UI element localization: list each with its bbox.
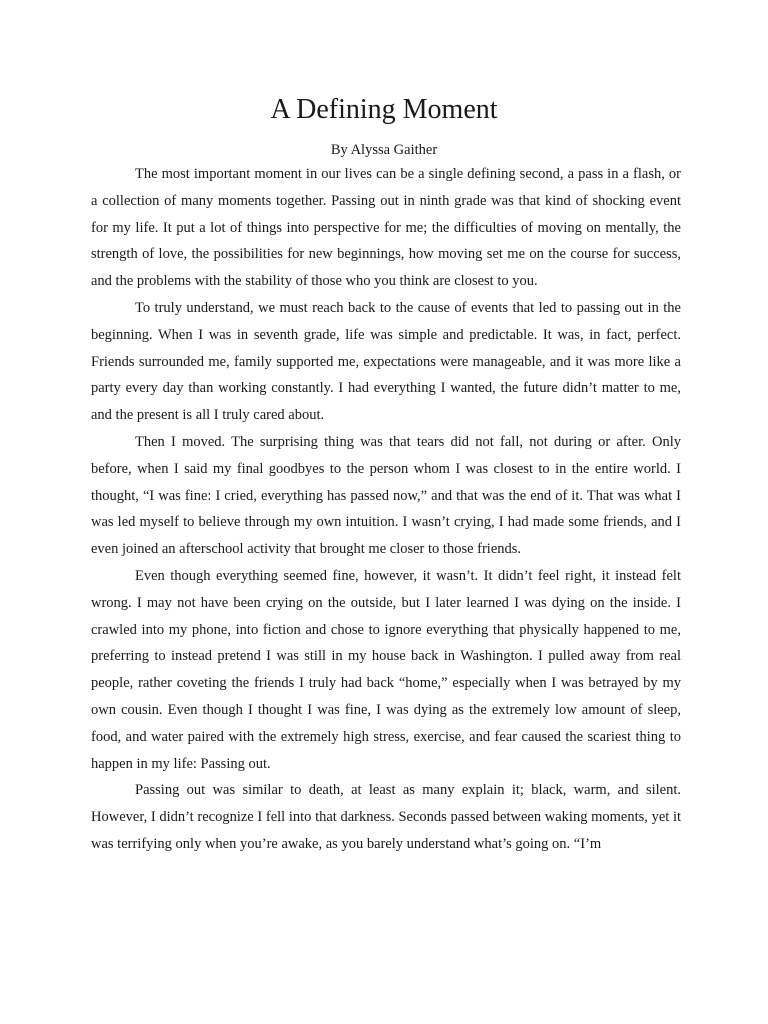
document-byline: By Alyssa Gaither <box>330 142 438 158</box>
document-title: A Defining Moment <box>270 94 498 125</box>
paragraph: Even though everything seemed fine, however, it wasn’t. It didn’t feel right, it instead felt wrong. I may not have been crying on the outside, but I later learned I was dying on the inside. I crawled into my phone, into fiction and chose to ignore everything that physically happened to me, preferring to instead pretend I was still in my house back in Washington. I pulled away from real people, rather coveting the friends I truly had back “home,” especially when I was betrayed by my own cousin. Even though I thought I was fine, I was dying as the extremely low amount of sleep, food, and water paired with the extremely high stress, exercise, and fear caused the scariest thing to happen in my life: Passing out. <box>91 567 681 772</box>
paragraph: To truly understand, we must reach back to the cause of events that led to passing out in the beginning. When I was in seventh grade, life was simple and predictable. It was, in fact, perfect. Friends surrounded me, family supported me, expectations were manageable, and it was more like a party every day than working constantly. I had everything I wanted, the future didn’t matter to me, and the present is all I truly cared about. <box>91 299 681 424</box>
paragraph: Then I moved. The surprising thing was that tears did not fall, not during or after. Only before, when I said my final goodbyes to the person whom I was closest to in the entire world. I thought, “I was fine: I cried, everything has passed now,” and that was the end of it. That was what I was led myself to believe through my own intuition. I wasn’t crying, I had made some friends, and I even joined an afterschool activity that brought me closer to those friends. <box>91 433 681 558</box>
paragraph: Passing out was similar to death, at least as many explain it; black, warm, and silent. However, I didn’t recognize I fell into that darkness. Seconds passed between waking moments, yet it was terrifying only when you’re awake, as you barely understand what’s going on. “I’m <box>91 782 681 852</box>
document-body <box>91 161 681 858</box>
paragraph: The most important moment in our lives can be a single defining second, a pass in a flash, or a collection of many moments together. Passing out in ninth grade was that kind of shocking event for my life. It put a lot of things into perspective for me; the difficulties of moving on mentally, the strength of love, the possibilities for new beginnings, how moving set me on the course for success, and the problems with the stability of those who you think are closest to you. <box>91 166 681 290</box>
